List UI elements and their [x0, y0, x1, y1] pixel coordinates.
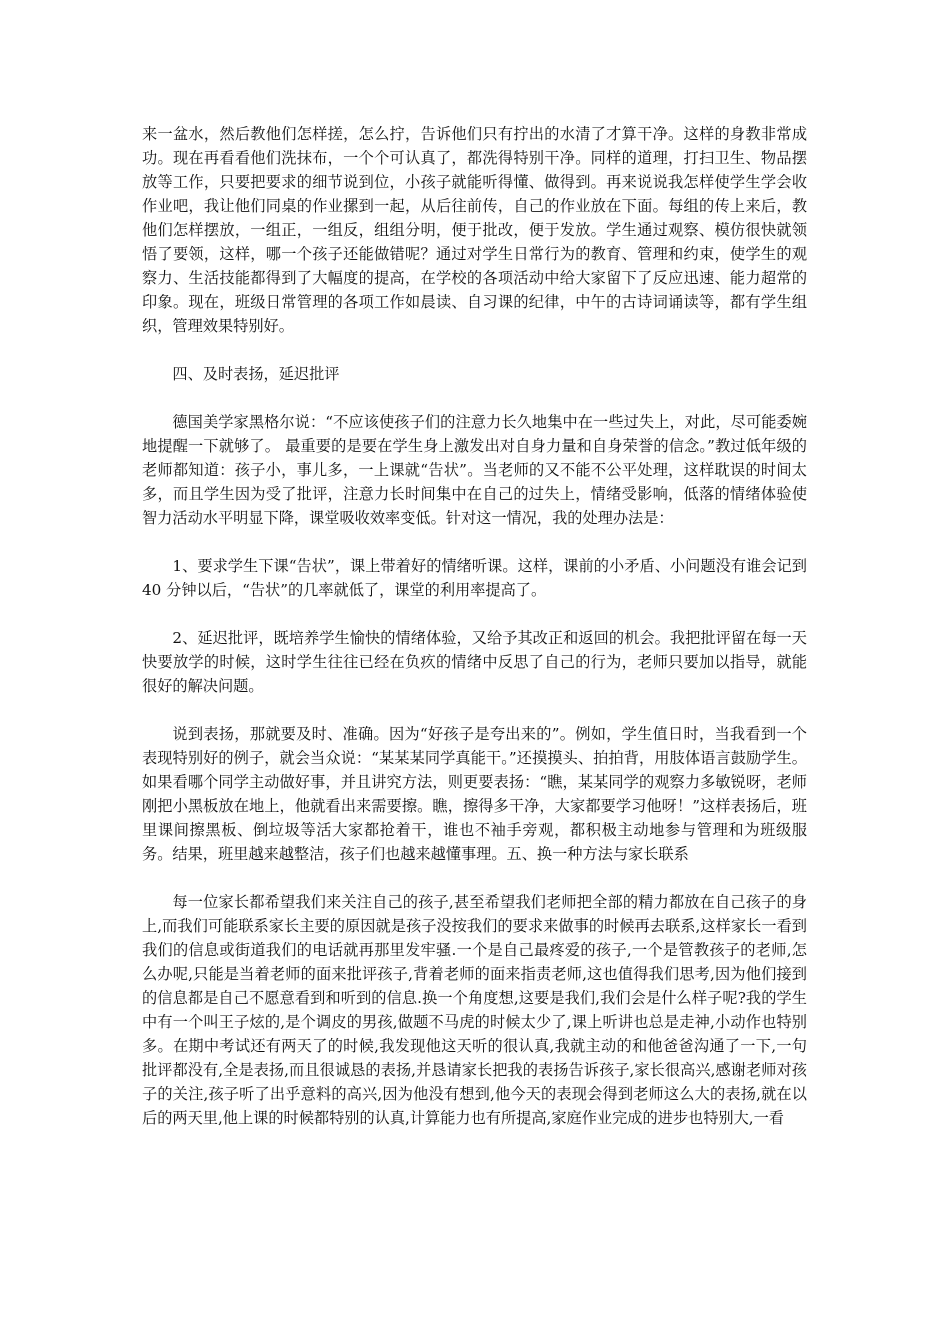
paragraph-method-two: 2、延迟批评，既培养学生愉快的情绪体验，又给予其改正和返回的机会。我把批评留在每一天快要放学的时候，这时学生往往已经在负疚的情绪中反思了自己的行为，老师只要加以指导，就能很好的解决问题。: [142, 629, 807, 695]
section-heading-praise-and-delayed-criticism: 四、及时表扬，延迟批评: [172, 365, 340, 383]
document-body: [142, 122, 807, 1154]
paragraph-timely-praise: 说到表扬，那就要及时、准确。因为“好孩子是夸出来的”。例如，学生值日时，当我看到一个表现特别好的例子，就会当众说：“某某某同学真能干。”还摸摸头、拍拍背，用肢体语言鼓励学生。如果看哪个同学主动做好事，并且讲究方法，则更要表扬：“瞧，某某同学的观察力多敏锐呀，老师刚把小黑板放在地上，他就看出来需要擦。瞧，擦得多干净，大家都要学习他呀！”这样表扬后，班里课间擦黑板、倒垃圾等活大家都抢着干，谁也不袖手旁观，都积极主动地参与管理和为班级服务。结果，班里越来越整洁，孩子们也越来越懂事理。五、换一种方法与家长联系: [142, 725, 807, 863]
paragraph-method-one: 1、要求学生下课“告状”，课上带着好的情绪听课。这样，课前的小矛盾、小问题没有谁会记到 40 分钟以后，“告状”的几率就低了，课堂的利用率提高了。: [142, 557, 807, 599]
paragraph-homework-management: 来一盆水，然后教他们怎样搓，怎么拧，告诉他们只有拧出的水清了才算干净。这样的身教非常成功。现在再看看他们洗抹布，一个个可认真了，都洗得特别干净。同样的道理，打扫卫生、物品摆放等工作，只要把要求的细节说到位，小孩子就能听得懂、做得到。再来说说我怎样使学生学会收作业吧，我让他们同桌的作业摞到一起，从后往前传，自己的作业放在下面。每组的传上来后，教他们怎样摆放，一组正，一组反，组组分明，便于批改，便于发放。学生通过观察、模仿很快就领悟了要领，这样，哪一个孩子还能做错呢？通过对学生日常行为的教育、管理和约束，使学生的观察力、生活技能都得到了大幅度的提高，在学校的各项活动中给大家留下了反应迅速、能力超常的印象。现在，班级日常管理的各项工作如晨读、自习课的纪律，中午的古诗词诵读等，都有学生组织，管理效果特别好。: [142, 125, 807, 335]
paragraph-hegel-quote: 德国美学家黑格尔说：“不应该使孩子们的注意力长久地集中在一些过失上，对此，尽可能委婉地提醒一下就够了。 最重要的是要在学生身上激发出对自身力量和自身荣誉的信念。”教过低年级的老师都知道：孩子小，事儿多，一上课就“告状”。当老师的又不能不公平处理，这样耽误的时间太多，而且学生因为受了批评，注意力长时间集中在自己的过失上，情绪受影响，低落的情绪体验使智力活动水平明显下降，课堂吸收效率变低。针对这一情况，我的处理办法是：: [142, 413, 807, 527]
paragraph-parent-contact: 每一位家长都希望我们来关注自己的孩子,甚至希望我们老师把全部的精力都放在自己孩子的身上,而我们可能联系家长主要的原因就是孩子没按我们的要求来做事的时候再去联系,这样家长一看到我们的信息或街道我们的电话就再那里发牢骚.一个是自己最疼爱的孩子,一个是管教孩子的老师,怎么办呢,只能是当着老师的面来批评孩子,背着老师的面来指责老师,这也值得我们思考,因为他们接到的信息都是自己不愿意看到和听到的信息.换一个角度想,这要是我们,我们会是什么样子呢?我的学生中有一个叫王子炫的,是个调皮的男孩,做题不马虎的时候太少了,课上听讲也总是走神,小动作也特别多。在期中考试还有两天了的时候,我发现他这天听的很认真,我就主动的和他爸爸沟通了一下,一句批评都没有,全是表扬,而且很诚恳的表扬,并恳请家长把我的表扬告诉孩子,家长很高兴,感谢老师对孩子的关注,孩子听了出乎意料的高兴,因为他没有想到,他今天的表现会得到老师这么大的表扬,就在以后的两天里,他上课的时候都特别的认真,计算能力也有所提高,家庭作业完成的进步也特别大,一看: [142, 893, 807, 1127]
